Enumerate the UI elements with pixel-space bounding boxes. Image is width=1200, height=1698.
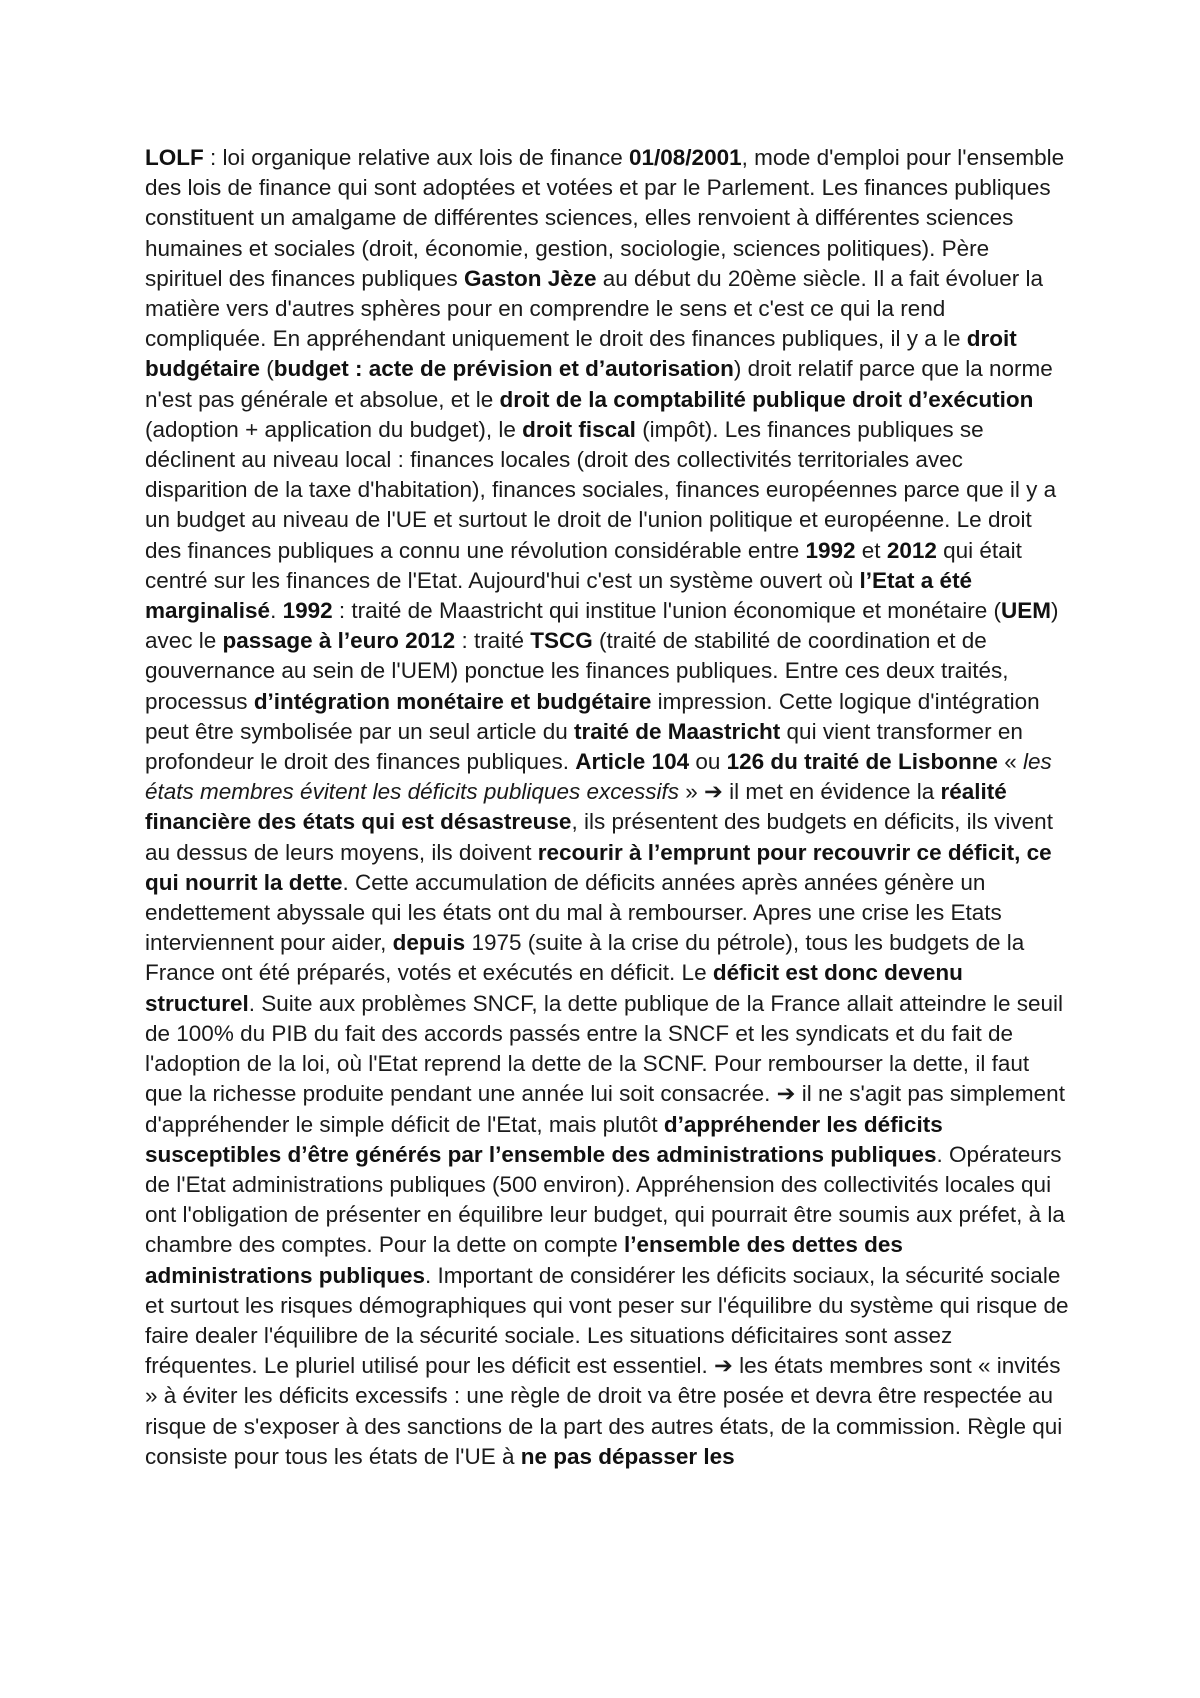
bold-run: d’intégration monétaire et budgétaire [253,688,652,714]
text-run: impression. Cette logique d'intégration peut être symbolisée par un seul article du [145,688,1040,744]
text-run: : loi organique relative aux lois de finance [203,145,629,170]
text-run: 1975 (suite à la crise du pétrole), tous les budgets de la France ont été préparés, votés et exécutés en déficit. Le [145,930,1025,986]
bold-run: 1992 [805,537,856,563]
text-run: qui était centré sur les finances de l'Etat. Aujourd'hui c'est un système ouvert où [145,537,1022,593]
bold-run: passage à l’euro 2012 [222,628,456,654]
text-run: . Cette accumulation de déficits années après années génère un endettement abyssale qui les états ont du mal à rembourser. Apres une crise les Etats interviennent pour aider, [145,869,1002,956]
text-run: : traité de Maastricht qui institue l'union économique et monétaire ( [332,598,1002,624]
bold-run: l’ensemble des dettes des administrations publiques [145,1232,903,1288]
bold-run: 2012 [886,537,937,563]
text-run: ) avec le [145,598,1059,654]
text-run: ( [260,356,274,382]
bold-run: UEM [1001,598,1052,624]
bold-run: ne pas dépasser les [520,1443,735,1469]
bold-run: l’Etat a été marginalisé [145,567,973,624]
text-run: . Suite aux problèmes SNCF, la dette publique de la France allait atteindre le seuil de 100% du PIB du fait des accords passés entre la SNCF et les syndicats et du fait de l'adoption de la loi, où l'Etat reprend la dette de la SCNF. Pour rembourser la dette, il faut que la richesse produite pendant une année lui soit consacrée. ➔ il ne s'agit pas simplement d'appréhender le simple déficit de l'Etat, mais plutôt [145,990,1065,1137]
bold-run: budget : acte de prévision et d’autorisation [273,356,734,382]
body-paragraph [145,143,1070,1472]
text-run: : traité [455,628,531,654]
text-run: « [997,749,1023,775]
bold-run: 1992 [282,598,333,624]
italic-run: les états membres évitent les déficits publiques excessifs [145,749,1052,805]
bold-run: Article 104 [575,749,690,775]
bold-run: Gaston Jèze [463,265,597,291]
bold-run: droit fiscal [522,416,636,442]
bold-run: traité de Maastricht [573,718,781,744]
text-run: (adoption + application du budget), le [145,416,523,442]
bold-run: déficit est donc devenu structurel [145,960,963,1016]
bold-run: depuis [392,930,466,956]
bold-run: d’appréhender les déficits susceptibles d’être générés par l’ensemble des administrations publiques [145,1111,943,1167]
bold-run: droit de la comptabilité publique droit d’exécution [499,386,1034,412]
text-run: » ➔ il met en évidence la [679,779,941,805]
text-run: au début du 20ème siècle. Il a fait évoluer la matière vers d'autres sphères pour en comprendre le sens et c'est ce qui la rend compliquée. En appréhendant uniquement le droit des finances publiques, il y a le [145,265,1044,352]
text-run: . Important de considérer les déficits sociaux, la sécurité sociale et surtout les risques démographiques qui vont peser sur l'équilibre du système qui risque de faire dealer l'équilibre de la sécurité sociale. Les situations déficitaires sont assez fréquentes. Le pluriel utilisé pour les déficit est essentiel. ➔ les états membres sont « invités » à éviter les déficits excessifs : une règle de droit va être posée et devra être respectée au risque de s'exposer à des sanctions de la part des autres états, de la commission. Règle qui consiste pour tous les états de l'UE à [145,1262,1069,1469]
bold-run: TSCG [530,628,593,654]
text-run: , ils présentent des budgets en déficits, ils vivent au dessus de leurs moyens, ils doivent [145,809,1053,865]
text-run: ) droit relatif parce que la norme n'est pas générale et absolue, et le [145,356,1053,412]
bold-run: 01/08/2001 [629,145,742,170]
bold-run: droit budgétaire [145,326,1017,382]
text-run: (impôt). Les finances publiques se déclinent au niveau local : finances locales (droit des collectivités territoriales avec disparition de la taxe d'habitation), finances sociales, finances européennes parce que il y a un budget au niveau de l'UE et surtout le droit de l'union politique et européenne. Le droit des finances publiques a connu une révolution considérable entre [145,416,1057,563]
text-run: , mode d'emploi pour l'ensemble des lois de finance qui sont adoptées et votées et par le Parlement. Les finances publiques constituent un amalgame de différentes sciences, elles renvoient à différentes sciences humaines et sociales (droit, économie, gestion, sociologie, sciences politiques). Père spirituel des finances publiques [145,145,1065,291]
text-run: (traité de stabilité de coordination et de gouvernance au sein de l'UEM) ponctue les finances publiques. Entre ces deux traités, processus [145,628,1009,714]
bold-run: recourir à l’emprunt pour recouvrir ce déficit, ce qui nourrit la dette [145,839,1052,895]
text-run: . Opérateurs de l'Etat administrations publiques (500 environ). Appréhension des collectivités locales qui ont l'obligation de présenter en équilibre leur budget, qui pourrait être soumis aux préfet, à la chambre des comptes. Pour la dette on compte [145,1141,1065,1258]
bold-run: réalité financière des états qui est désastreuse [145,779,1007,835]
text-run: ou [689,749,727,775]
text-run: qui vient transformer en profondeur le droit des finances publiques. [145,718,1023,775]
text-run: . [270,598,283,624]
bold-run: 126 du traité de Lisbonne [726,749,998,775]
bold-run: LOLF [145,145,204,170]
text-run: et [855,537,887,563]
